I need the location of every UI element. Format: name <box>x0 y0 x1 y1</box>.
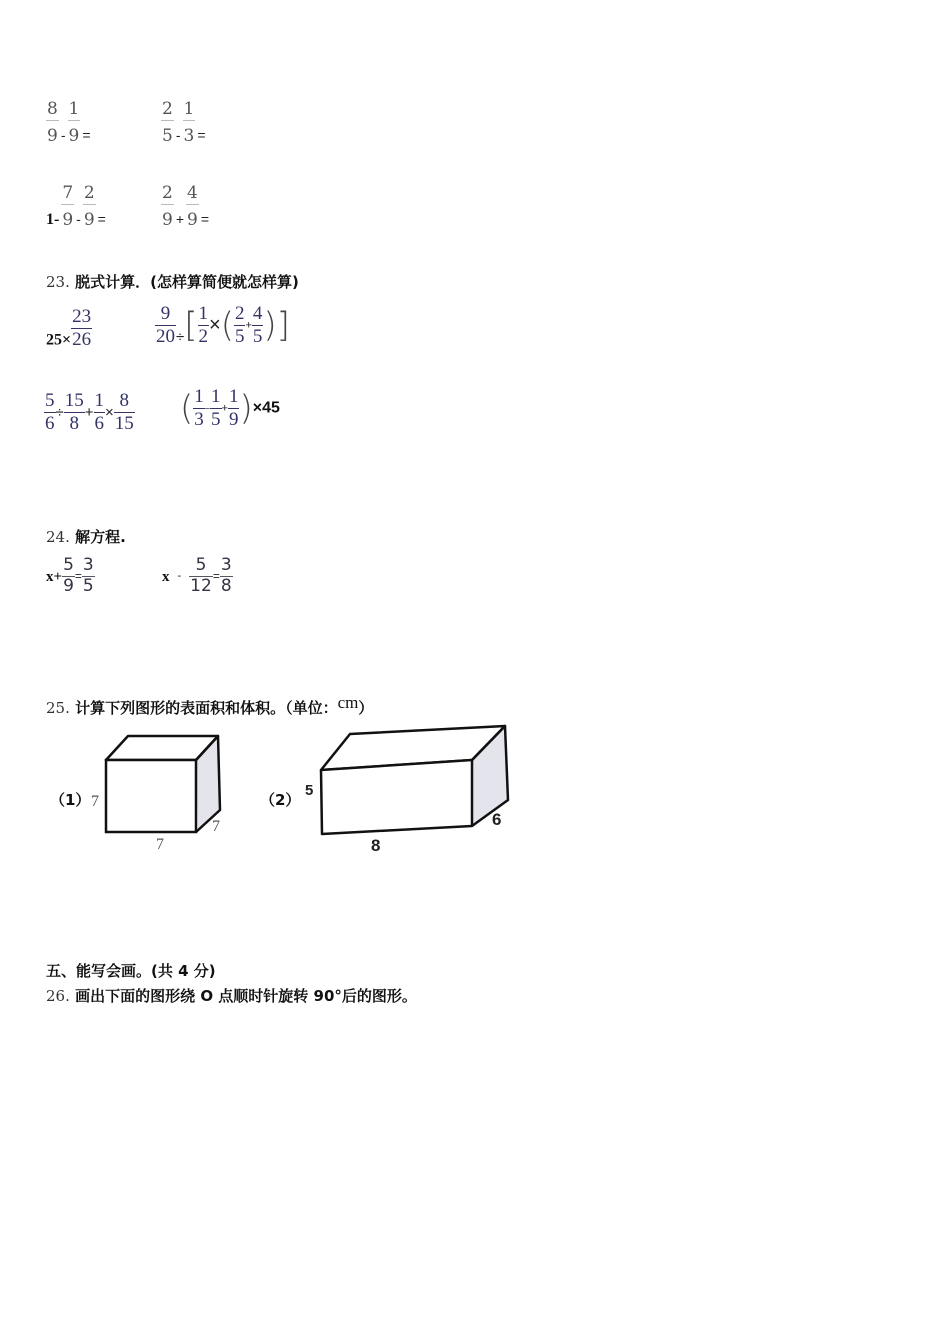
num: 2 <box>83 183 95 203</box>
equals: = <box>200 210 210 227</box>
prefix: 1- <box>46 210 60 228</box>
num: 15 <box>64 390 84 411</box>
q23-expr-4 <box>180 386 280 431</box>
den: 8 <box>69 412 79 434</box>
operator: - <box>60 126 66 143</box>
q26-heading <box>46 985 417 1006</box>
q22-expr-3 <box>44 184 108 230</box>
q22-expr-2 <box>161 100 208 146</box>
den: 12 <box>190 575 212 596</box>
times: × <box>209 313 221 336</box>
num: 1 <box>198 303 208 324</box>
figure-1-height: 7 <box>91 793 99 810</box>
den: 5 <box>252 325 263 347</box>
q24-equation-1 <box>46 556 95 596</box>
bracket: [ <box>184 305 198 346</box>
paren: ) <box>263 305 277 346</box>
den: 3 <box>194 408 204 430</box>
den: 6 <box>45 412 55 434</box>
question-number: 25. <box>46 699 70 717</box>
num: 1 <box>194 386 204 407</box>
divide: ÷ <box>176 328 185 346</box>
den: 9 <box>162 209 173 230</box>
question-number: 23. <box>46 273 70 291</box>
figure-2-height: 5 <box>305 782 314 799</box>
num: 8 <box>114 390 135 413</box>
equals: = <box>97 210 106 227</box>
plus: + <box>245 319 252 332</box>
den: 9 <box>63 575 74 596</box>
num: 8 <box>47 99 58 119</box>
q24-heading <box>46 526 126 547</box>
operator: + <box>175 210 185 227</box>
section-heading: 五、能写会画。(共 4 分) <box>46 962 216 980</box>
q24-equation-2 <box>162 556 233 596</box>
equals: = <box>82 126 91 143</box>
figure-2-length: 8 <box>371 836 381 855</box>
q23-expr-3 <box>44 390 135 435</box>
times: × <box>105 403 114 421</box>
equals: = <box>74 569 82 584</box>
num: 2 <box>162 99 173 119</box>
figure-2-depth: 6 <box>492 810 502 829</box>
num: 5 <box>63 555 74 575</box>
num: 9 <box>155 303 176 326</box>
num: 1 <box>211 386 221 407</box>
num: 1 <box>228 386 239 407</box>
paren: ) <box>239 388 253 429</box>
question-title: 画出下面的图形绕 O 点顺时针旋转 90°后的图形。 <box>75 987 417 1005</box>
lead: x+ <box>46 569 63 586</box>
figure-2-label: （2） <box>260 791 301 809</box>
den: 5 <box>211 408 221 430</box>
question-number: 24. <box>46 528 70 546</box>
question-title: 计算下列图形的表面积和体积。（单位： <box>75 699 338 717</box>
bracket: ] <box>276 305 290 346</box>
num: 5 <box>45 390 55 411</box>
num: 2 <box>162 183 173 203</box>
question-title: 脱式计算．(怎样算简便就怎样算) <box>75 273 299 291</box>
num: 1 <box>68 99 80 119</box>
den: 9 <box>83 209 95 230</box>
den: 3 <box>183 125 195 146</box>
plus: + <box>221 402 228 415</box>
den: 5 <box>82 575 94 596</box>
q23-expr-1 <box>46 306 92 351</box>
den: 20 <box>156 325 175 347</box>
cuboid-1 <box>106 736 220 832</box>
lead: 25× <box>46 331 72 349</box>
paren: ( <box>180 388 194 429</box>
lead: x <box>162 569 170 586</box>
tail: ×45 <box>252 399 280 417</box>
den: 9 <box>68 125 80 146</box>
question-number: 26. <box>46 987 70 1005</box>
figure-1-length: 7 <box>156 836 164 853</box>
num: 4 <box>252 303 263 324</box>
num: 3 <box>220 555 232 575</box>
q25-heading <box>46 693 373 718</box>
num: 1 <box>94 390 104 411</box>
divide: ÷ <box>55 403 64 421</box>
den: 9 <box>228 408 239 430</box>
num: 4 <box>187 183 198 203</box>
num: 5 <box>189 556 213 577</box>
q22-expr-4 <box>161 184 211 230</box>
question-title: 解方程. <box>75 528 126 546</box>
den: 5 <box>234 325 245 347</box>
den: 15 <box>114 412 134 434</box>
den: 6 <box>94 412 104 434</box>
den: 9 <box>187 209 198 230</box>
equals: = <box>212 569 220 584</box>
minus: - <box>177 570 182 583</box>
den: 9 <box>47 125 58 146</box>
operator: - <box>76 210 81 227</box>
den: 2 <box>198 325 208 347</box>
figure-1-label: （1） <box>50 791 91 809</box>
minus: − <box>204 403 211 414</box>
den: 9 <box>62 209 74 230</box>
den: 8 <box>220 575 232 596</box>
paren: ( <box>220 305 234 346</box>
num: 1 <box>183 99 195 119</box>
num: 2 <box>234 303 245 324</box>
equals: = <box>197 126 206 143</box>
num: 7 <box>62 183 74 203</box>
close-paren: ） <box>358 699 374 717</box>
cuboid-2 <box>321 726 508 834</box>
figure-1-depth: 7 <box>212 818 220 835</box>
q22-expr-1 <box>46 100 93 146</box>
unit: cm <box>337 693 359 712</box>
operator: - <box>175 126 181 143</box>
plus: + <box>84 403 94 421</box>
den: 26 <box>72 328 92 350</box>
q23-expr-2 <box>155 303 290 348</box>
q23-heading <box>46 271 299 292</box>
num: 23 <box>72 306 92 327</box>
num: 3 <box>82 555 94 575</box>
den: 5 <box>162 125 173 146</box>
